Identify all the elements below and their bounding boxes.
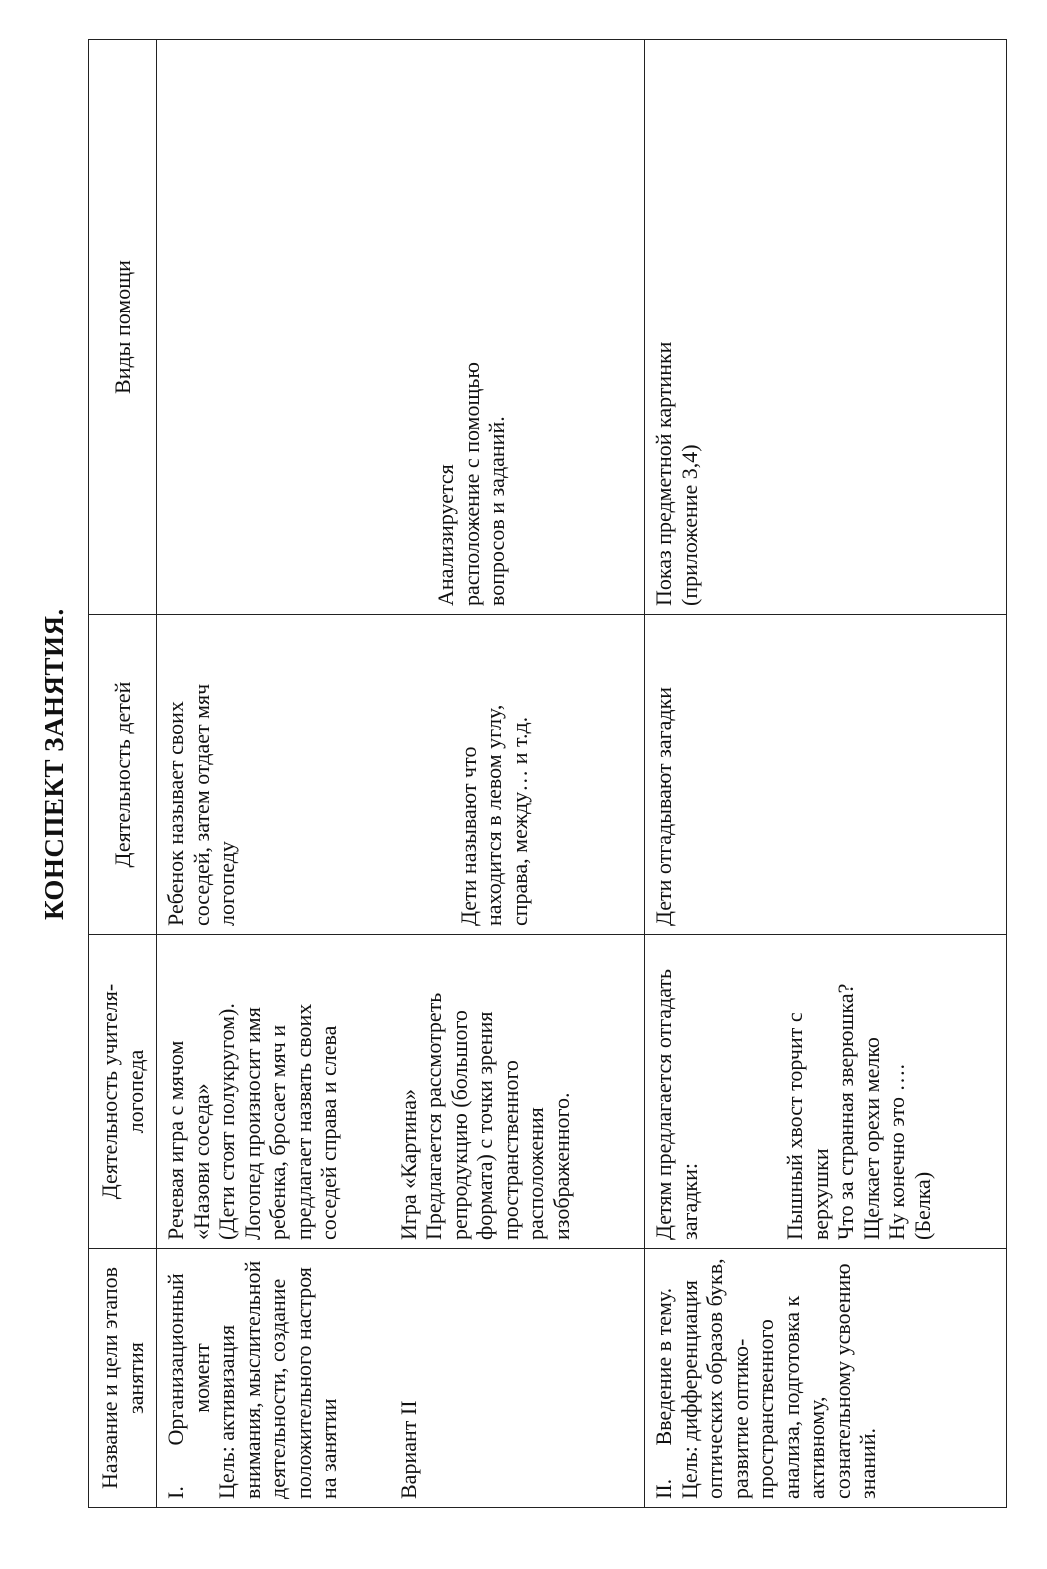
riddle-line: Что за странная зверюшка? bbox=[833, 983, 859, 1240]
help-line: вопросов и заданий. bbox=[484, 416, 510, 606]
help-line: (приложение 3,4) bbox=[676, 444, 702, 606]
goal-line: развитие оптико- bbox=[727, 1338, 753, 1499]
stage-title: Введение в тему. bbox=[651, 1287, 676, 1446]
goal-line: Цель: дифференциация bbox=[676, 1280, 702, 1499]
teacher-line: загадки: bbox=[676, 1162, 702, 1240]
table-header-row bbox=[89, 40, 157, 1508]
children-activity-cell bbox=[645, 615, 1007, 935]
teacher-line: (Дети стоят полукругом). bbox=[214, 1003, 240, 1240]
header-teacher-activity: Деятельность учителя-логопеда bbox=[89, 935, 157, 1249]
teacher-activity-cell bbox=[157, 935, 645, 1249]
table-row bbox=[645, 40, 1007, 1508]
goal-line: активному, bbox=[804, 1396, 830, 1499]
stage-cell bbox=[157, 1249, 645, 1508]
help-types-cell bbox=[645, 40, 1007, 615]
header-stages: Название и цели этапов занятия bbox=[89, 1249, 157, 1508]
goal-line: сознательному усвоению bbox=[829, 1263, 855, 1499]
goal-line: положительного настроя bbox=[290, 1267, 316, 1499]
children-line: находится в левом углу, bbox=[481, 704, 507, 926]
goal-line: на занятии bbox=[316, 1398, 342, 1499]
page-title: КОНСПЕКТ ЗАНЯТИЯ. bbox=[39, 608, 69, 920]
teacher-line: Речевая игра с мячом bbox=[163, 1040, 188, 1240]
goal-line: пространственного bbox=[753, 1319, 779, 1499]
teacher-line: «Назови соседа» bbox=[188, 1083, 214, 1240]
children-line: Дети называют что bbox=[455, 746, 481, 926]
teacher-line: формата) с точки зрения bbox=[472, 1011, 498, 1240]
children-activity-cell bbox=[157, 615, 645, 935]
lesson-plan-table-wrapper bbox=[88, 40, 1006, 1508]
riddle-line: верхушки bbox=[807, 1148, 833, 1240]
stage-title-cont: момент bbox=[188, 1343, 214, 1413]
help-line: Показ предметной картинки bbox=[651, 341, 676, 606]
children-line: справа, между… и т.д. bbox=[506, 716, 532, 926]
children-line: соседей, затем отдает мяч bbox=[188, 683, 214, 926]
goal-line: Цель: активизация bbox=[214, 1324, 240, 1499]
riddle-line: Ну конечно это …. bbox=[884, 1063, 910, 1240]
variant-label: Вариант II bbox=[395, 1400, 421, 1499]
children-line: Ребенок называет своих bbox=[163, 701, 188, 926]
teacher-line: соседей справа и слева bbox=[316, 1025, 342, 1240]
table-row bbox=[157, 40, 645, 1508]
children-line: логопеду bbox=[214, 841, 240, 926]
goal-line: деятельности, создание bbox=[265, 1278, 291, 1499]
header-help-types: Виды помощи bbox=[89, 40, 157, 615]
stage-title: Организационный bbox=[163, 1273, 188, 1446]
riddle-line: Пышный хвост торчит с bbox=[782, 1012, 808, 1240]
riddle-line: Щелкает орехи мелко bbox=[858, 1037, 884, 1240]
stage-cell bbox=[645, 1249, 1007, 1508]
goal-line: анализа, подготовка к bbox=[778, 1295, 804, 1499]
goal-line: внимания, мыслительной bbox=[239, 1260, 265, 1499]
teacher-line: расположения bbox=[523, 1107, 549, 1240]
teacher-line: Предлагается рассмотреть bbox=[421, 992, 447, 1240]
help-line: расположение с помощью bbox=[458, 362, 484, 606]
riddle-line: (Белка) bbox=[909, 1171, 935, 1240]
teacher-line: Логопед произносит имя bbox=[239, 1007, 265, 1240]
teacher-line: предлагает назвать своих bbox=[290, 1003, 316, 1240]
stage-heading: I. Организационный bbox=[163, 1273, 188, 1499]
help-types-cell bbox=[157, 40, 645, 615]
children-line: Дети отгадывают загадки bbox=[651, 686, 676, 926]
teacher-line: Детям предлагается отгадать bbox=[651, 968, 676, 1240]
stage-heading: II. Введение в тему. bbox=[651, 1287, 676, 1499]
help-line: Анализируется bbox=[433, 464, 458, 606]
teacher-line: изображенного. bbox=[548, 1092, 574, 1240]
teacher-line: ребенка, бросает мяч и bbox=[265, 1024, 291, 1240]
teacher-line: репродукцию (большого bbox=[446, 1010, 472, 1240]
header-children-activity: Деятельность детей bbox=[89, 615, 157, 935]
teacher-activity-cell bbox=[645, 935, 1007, 1249]
teacher-line: пространственного bbox=[497, 1060, 523, 1240]
teacher-line: Игра «Картина» bbox=[395, 1089, 421, 1240]
goal-line: знаний. bbox=[855, 1427, 881, 1499]
goal-line: оптических образов букв, bbox=[702, 1258, 728, 1499]
lesson-plan-table bbox=[88, 39, 1007, 1508]
